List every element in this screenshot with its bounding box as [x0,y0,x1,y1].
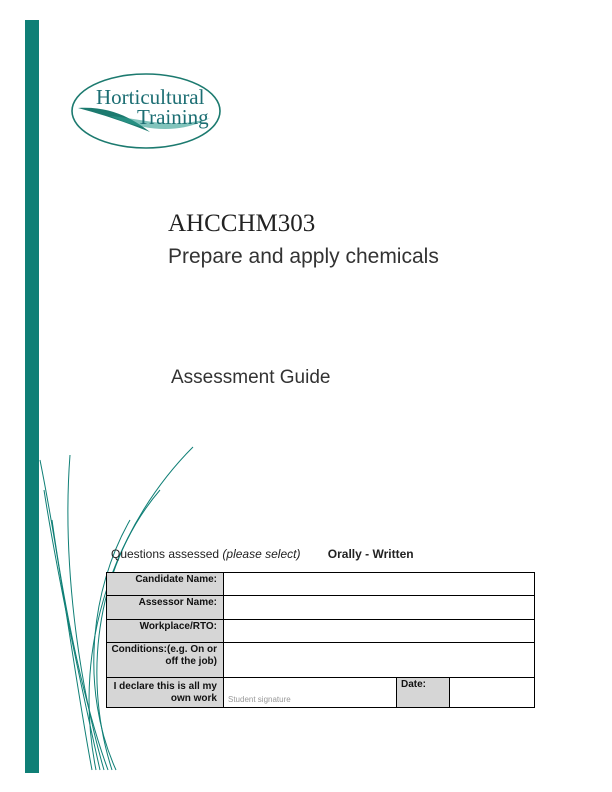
questions-label: Questions assessed [111,547,220,561]
questions-assessed [111,547,414,561]
date-field[interactable] [450,678,535,708]
date-label: Date: [397,678,450,708]
assessment-methods[interactable]: Orally - Written [327,547,414,561]
conditions-field[interactable] [224,643,535,678]
document-type: Assessment Guide [171,367,331,388]
signature-field[interactable] [224,678,397,708]
questions-hint: (please select) [222,547,301,561]
unit-code: AHCCHM303 [168,210,316,237]
candidate-name-label: Candidate Name: [107,573,224,596]
declaration-label: I declare this is all my own work [107,678,224,708]
signature-hint: Student signature [228,695,291,704]
logo-text-line2: Training [137,105,209,129]
unit-title: Prepare and apply chemicals [168,245,439,268]
logo-text-line1: Horticultural [96,85,205,109]
assessor-name-field[interactable] [224,596,535,620]
candidate-name-field[interactable] [224,573,535,596]
workplace-label: Workplace/RTO: [107,620,224,643]
workplace-field[interactable] [224,620,535,643]
conditions-label: Conditions:(e.g. On or off the job) [107,643,224,678]
candidate-details-table [106,572,535,708]
assessor-name-label: Assessor Name: [107,596,224,620]
